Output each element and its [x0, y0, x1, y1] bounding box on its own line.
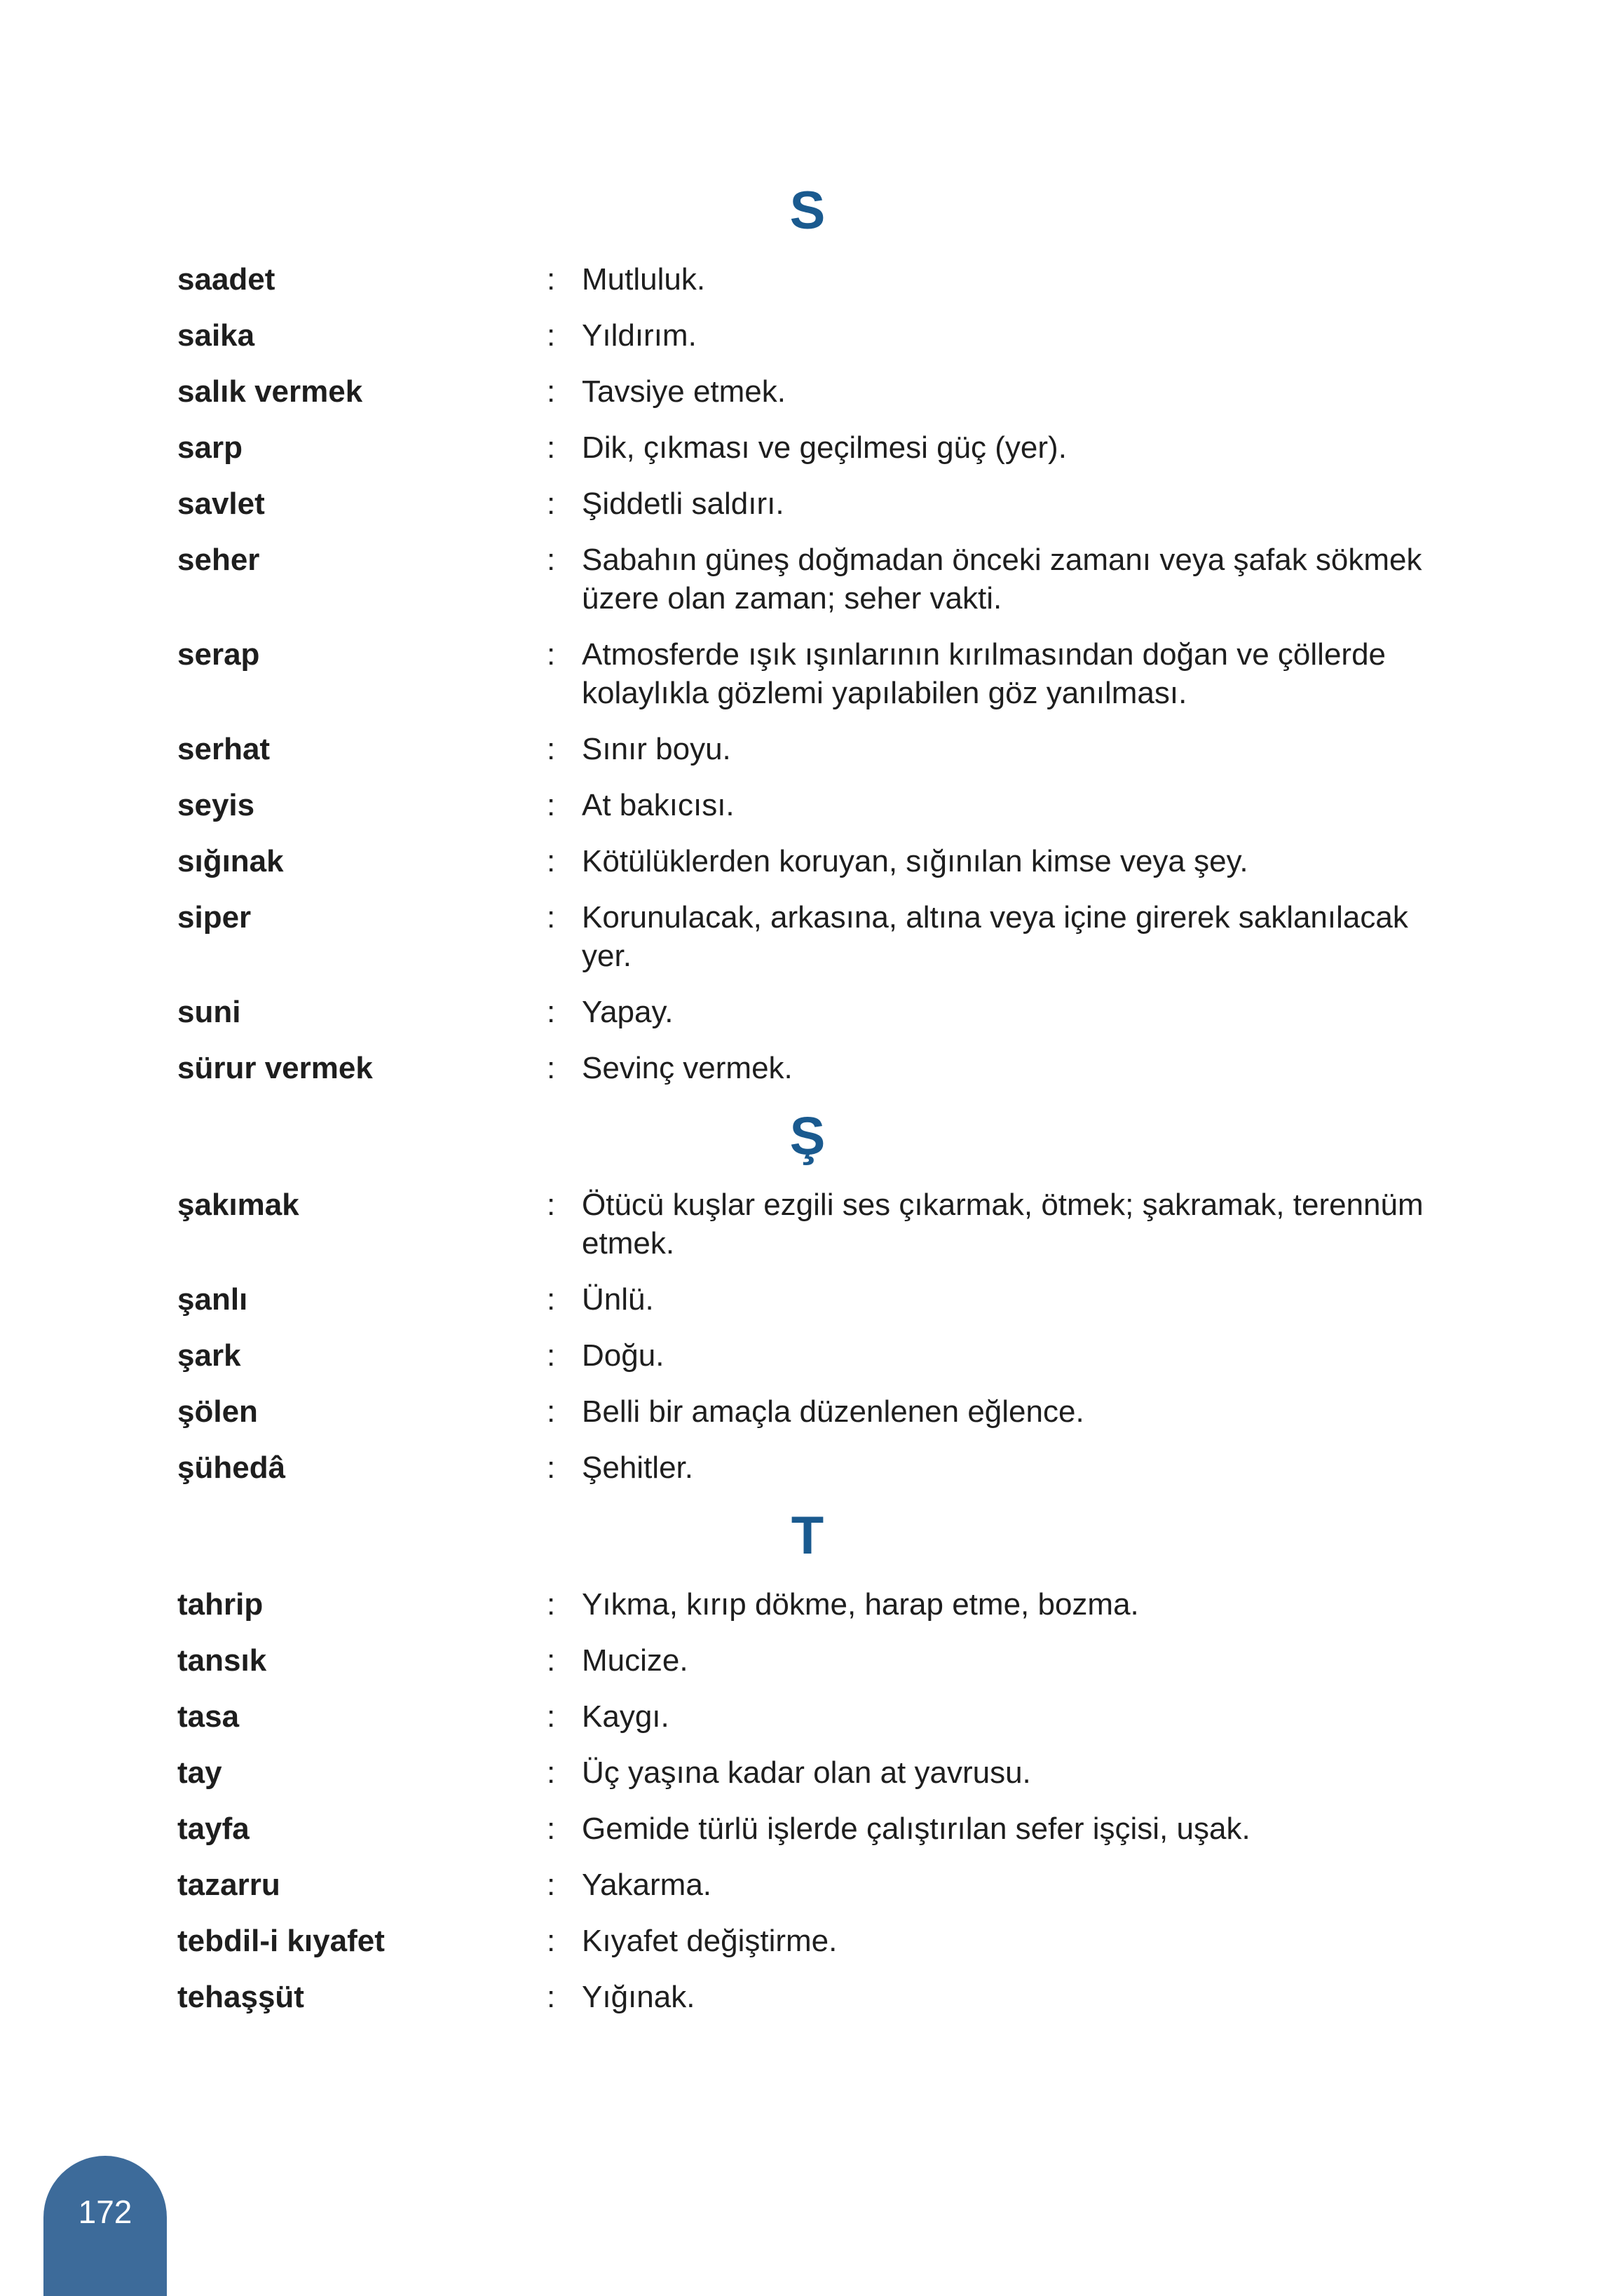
entry-definition: Belli bir amaçla düzenlenen eğlence.	[582, 1394, 1084, 1429]
entry-term: suni	[177, 995, 241, 1029]
section-letter: Ş	[789, 1106, 826, 1166]
entry-definition: Atmosferde ışık ışınlarının kırılmasından doğan ve çöllerde kolaylıkla gözlemi yapılabilen göz yanılması.	[582, 637, 1386, 710]
entry-definition: Kaygı.	[582, 1699, 669, 1734]
entry-separator: :	[547, 995, 556, 1029]
entry-separator: :	[547, 1394, 556, 1429]
glossary-entry	[0, 1922, 1615, 1960]
entry-separator: :	[547, 543, 556, 577]
entry-definition: Gemide türlü işlerde çalıştırılan sefer işçisi, uşak.	[582, 1812, 1251, 1846]
entry-separator: :	[547, 1338, 556, 1373]
entry-separator: :	[547, 318, 556, 353]
glossary-entry	[0, 1753, 1615, 1792]
glossary-entry	[0, 1049, 1615, 1087]
entry-term: serap	[177, 637, 260, 672]
glossary-entry	[0, 1585, 1615, 1624]
glossary-entry	[0, 1336, 1615, 1375]
entry-separator: :	[547, 1451, 556, 1485]
glossary-entry	[0, 260, 1615, 299]
entry-separator: :	[547, 1699, 556, 1734]
entry-term: tasa	[177, 1699, 240, 1734]
entry-definition: Korunulacak, arkasına, altına veya içine girerek saklanılacak yer.	[582, 900, 1408, 973]
entry-separator: :	[547, 1051, 556, 1085]
entry-term: sürur vermek	[177, 1051, 373, 1085]
entry-separator: :	[547, 637, 556, 672]
entry-definition: Dik, çıkması ve geçilmesi güç (yer).	[582, 430, 1067, 465]
entry-term: salık vermek	[177, 374, 363, 409]
section-letter-heading	[0, 179, 1615, 243]
entry-term: saika	[177, 318, 255, 353]
entry-term: tay	[177, 1755, 222, 1790]
entry-definition: Üç yaşına kadar olan at yavrusu.	[582, 1755, 1031, 1790]
entry-definition: Yıldırım.	[582, 318, 697, 353]
entry-separator: :	[547, 1924, 556, 1958]
entry-separator: :	[547, 1587, 556, 1622]
entry-definition: Mucize.	[582, 1643, 688, 1678]
entry-term: şanlı	[177, 1282, 248, 1317]
entry-term: tazarru	[177, 1868, 280, 1902]
entry-definition: Kıyafet değiştirme.	[582, 1924, 838, 1958]
glossary-entry	[0, 1697, 1615, 1736]
entry-term: seher	[177, 543, 260, 577]
entry-term: tehaşşüt	[177, 1980, 304, 2014]
entry-separator: :	[547, 1812, 556, 1846]
entry-separator: :	[547, 1868, 556, 1902]
glossary-entry	[0, 842, 1615, 881]
glossary-section	[0, 1504, 1615, 2016]
entry-term: tebdil-i kıyafet	[177, 1924, 385, 1958]
glossary-entry	[0, 372, 1615, 411]
glossary-entry	[0, 1280, 1615, 1319]
entry-term: savlet	[177, 487, 265, 521]
glossary	[0, 179, 1615, 2034]
glossary-entry	[0, 541, 1615, 618]
entry-separator: :	[547, 487, 556, 521]
entry-definition: Sevinç vermek.	[582, 1051, 793, 1085]
entry-separator: :	[547, 374, 556, 409]
entry-separator: :	[547, 1282, 556, 1317]
glossary-entry	[0, 428, 1615, 467]
entry-term: şühedâ	[177, 1451, 286, 1485]
glossary-entry	[0, 898, 1615, 975]
entry-separator: :	[547, 788, 556, 822]
entry-definition: Sınır boyu.	[582, 732, 731, 766]
glossary-section	[0, 179, 1615, 1087]
entry-definition: At bakıcısı.	[582, 788, 735, 822]
section-letter-heading	[0, 1105, 1615, 1168]
glossary-entry	[0, 993, 1615, 1031]
glossary-entry	[0, 786, 1615, 824]
entry-definition: Ünlü.	[582, 1282, 654, 1317]
entry-separator: :	[547, 844, 556, 878]
glossary-section	[0, 1105, 1615, 1487]
entry-definition: Yapay.	[582, 995, 674, 1029]
entry-term: serhat	[177, 732, 271, 766]
entry-separator: :	[547, 900, 556, 935]
glossary-entry	[0, 730, 1615, 768]
page-number-badge	[43, 2156, 167, 2296]
entry-term: şakımak	[177, 1188, 299, 1222]
entry-term: sarp	[177, 430, 243, 465]
glossary-entry	[0, 1392, 1615, 1431]
entry-definition: Yakarma.	[582, 1868, 712, 1902]
entry-separator: :	[547, 1755, 556, 1790]
glossary-entry	[0, 316, 1615, 355]
glossary-entry	[0, 1866, 1615, 1904]
glossary-entry	[0, 1448, 1615, 1487]
entry-term: tayfa	[177, 1812, 250, 1846]
glossary-entry	[0, 1641, 1615, 1680]
entry-term: saadet	[177, 262, 275, 297]
entry-term: tansık	[177, 1643, 267, 1678]
entry-term: sığınak	[177, 844, 284, 878]
entry-term: siper	[177, 900, 252, 935]
entry-definition: Şehitler.	[582, 1451, 693, 1485]
entry-definition: Şiddetli saldırı.	[582, 487, 784, 521]
entry-separator: :	[547, 430, 556, 465]
entry-term: şark	[177, 1338, 241, 1373]
glossary-entry	[0, 635, 1615, 712]
entry-definition: Yıkma, kırıp dökme, harap etme, bozma.	[582, 1587, 1139, 1622]
entry-definition: Yığınak.	[582, 1980, 695, 2014]
glossary-entry	[0, 1809, 1615, 1848]
entry-definition: Kötülüklerden koruyan, sığınılan kimse veya şey.	[582, 844, 1248, 878]
entry-definition: Tavsiye etmek.	[582, 374, 786, 409]
section-letter: T	[791, 1506, 824, 1565]
entry-term: şölen	[177, 1394, 258, 1429]
entry-separator: :	[547, 1188, 556, 1222]
entry-separator: :	[547, 1980, 556, 2014]
entry-separator: :	[547, 732, 556, 766]
entry-definition: Doğu.	[582, 1338, 665, 1373]
glossary-entry	[0, 484, 1615, 523]
glossary-entry	[0, 1186, 1615, 1263]
glossary-entry	[0, 1978, 1615, 2016]
entry-separator: :	[547, 1643, 556, 1678]
entry-term: seyis	[177, 788, 255, 822]
section-letter: S	[789, 181, 826, 240]
entry-separator: :	[547, 262, 556, 297]
entry-definition: Mutluluk.	[582, 262, 706, 297]
entry-definition: Sabahın güneş doğmadan önceki zamanı veya şafak sökmek üzere olan zaman; seher vakti.	[582, 543, 1422, 616]
entry-definition: Ötücü kuşlar ezgili ses çıkarmak, ötmek; şakramak, terennüm etmek.	[582, 1188, 1424, 1261]
page-number: 172	[78, 2194, 132, 2230]
entry-term: tahrip	[177, 1587, 264, 1622]
section-letter-heading	[0, 1504, 1615, 1568]
